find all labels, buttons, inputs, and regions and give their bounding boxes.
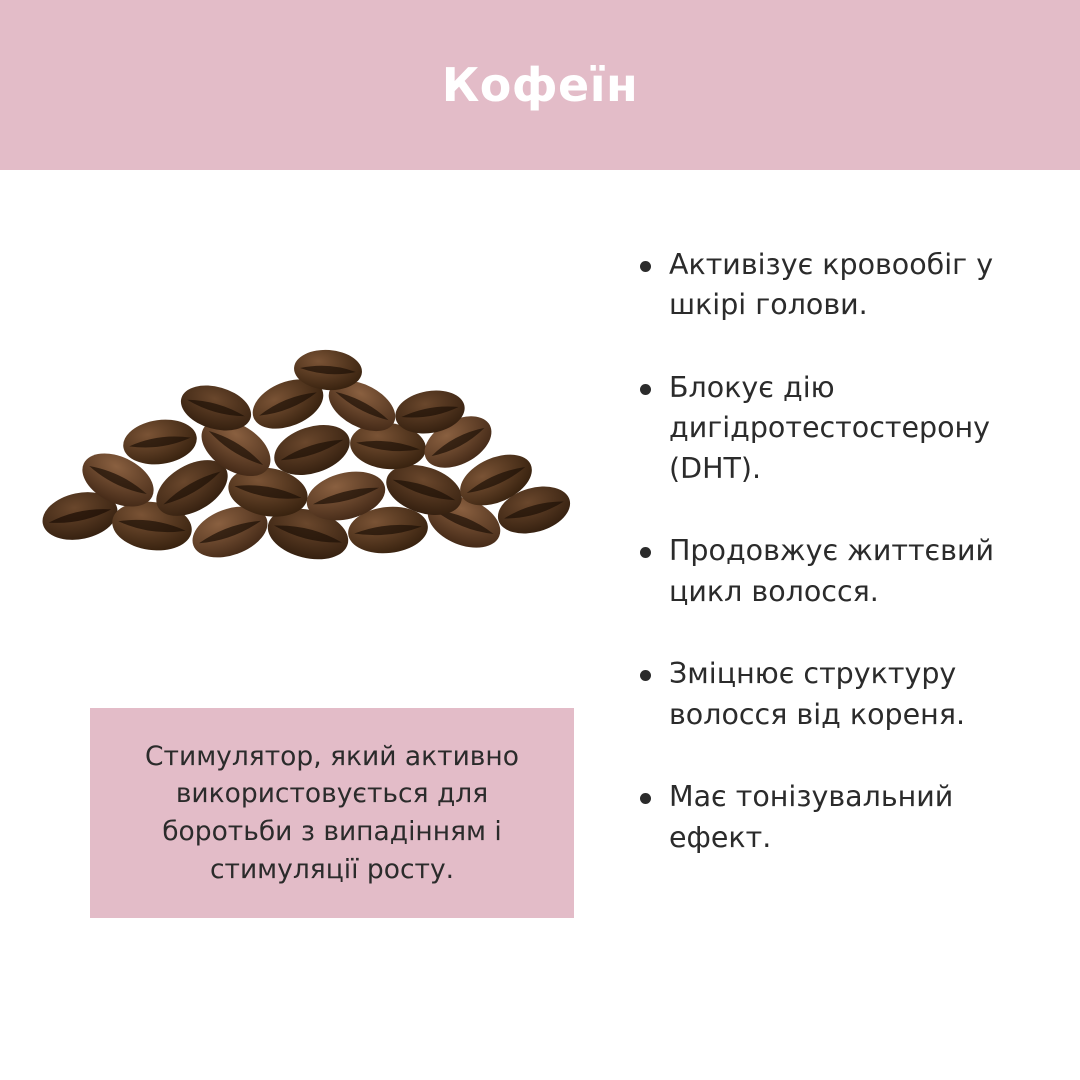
coffee-beans-icon bbox=[40, 320, 600, 580]
caption-text: Стимулятор, який активно використовується для боротьби з випадінням і стимуляції росту. bbox=[145, 740, 519, 885]
list-item bbox=[640, 531, 1050, 612]
list-item-label: Зміцнює структуру волосся від кореня. bbox=[669, 657, 966, 731]
bullet-dot-icon bbox=[640, 384, 651, 395]
caption-box bbox=[90, 708, 574, 918]
benefits-list bbox=[640, 245, 1050, 900]
header-band bbox=[0, 0, 1080, 170]
bullet-dot-icon bbox=[640, 670, 651, 681]
list-item bbox=[640, 245, 1050, 326]
bullet-dot-icon bbox=[640, 793, 651, 804]
bullet-dot-icon bbox=[640, 261, 651, 272]
list-item-label: Активізує кровообіг у шкірі голови. bbox=[669, 248, 994, 322]
list-item-label: Продовжує життєвий цикл волосся. bbox=[669, 534, 995, 608]
list-item bbox=[640, 368, 1050, 489]
list-item-label: Блокує дію дигідротестостерону (DHT). bbox=[669, 370, 991, 485]
left-column bbox=[0, 170, 620, 1080]
list-item-label: Має тонізувальний ефект. bbox=[669, 780, 954, 854]
page-title: Кофеїн bbox=[441, 57, 639, 112]
bullet-dot-icon bbox=[640, 547, 651, 558]
list-item bbox=[640, 777, 1050, 858]
list-item bbox=[640, 654, 1050, 735]
coffee-beans-image bbox=[40, 320, 600, 580]
